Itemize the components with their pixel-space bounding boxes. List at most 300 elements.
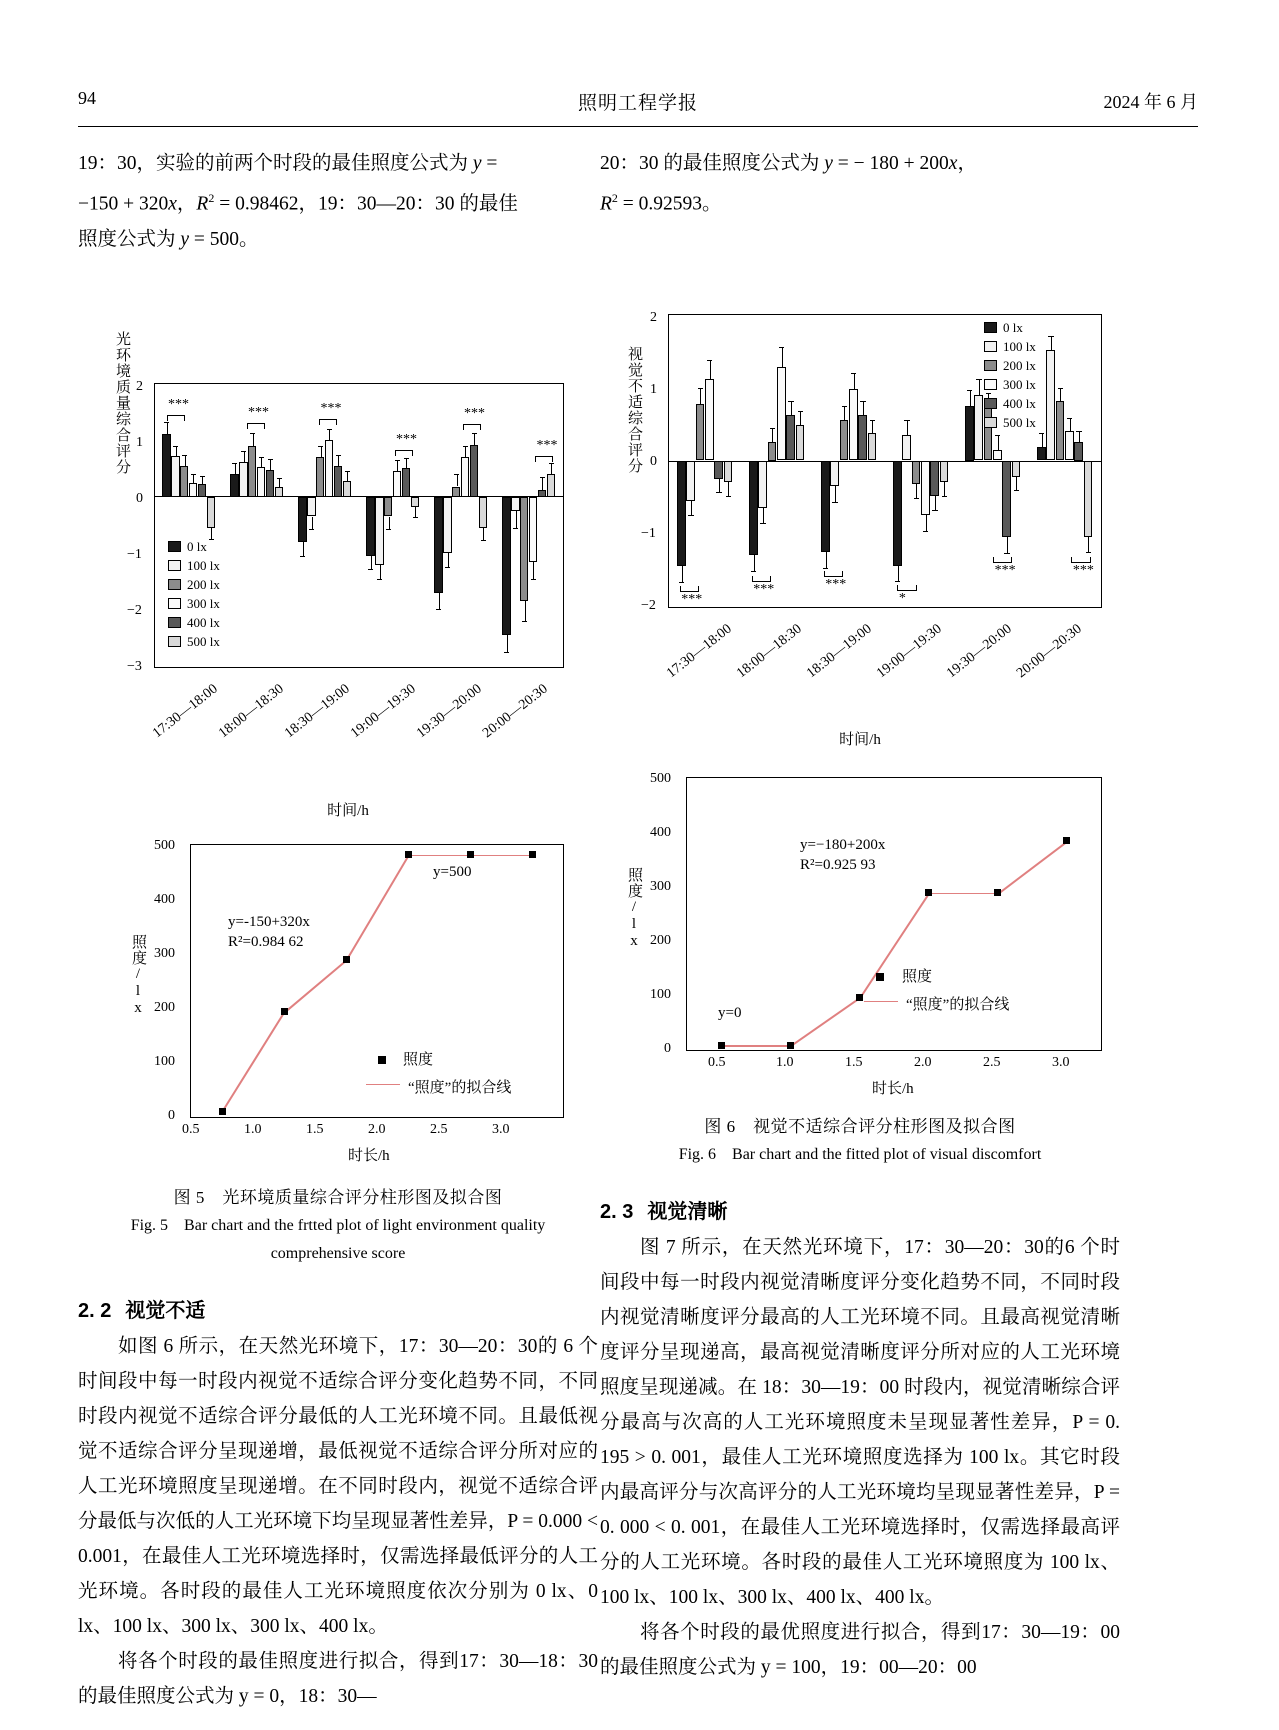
error-bar bbox=[235, 463, 236, 474]
fig6-caption bbox=[600, 1113, 1120, 1169]
fig6-eq1 bbox=[800, 835, 885, 875]
error-bar bbox=[380, 565, 381, 579]
fig5s-xtick: 3.0 bbox=[492, 1121, 510, 1137]
error-bar bbox=[533, 562, 534, 579]
error-bar bbox=[835, 486, 836, 502]
error-bar-cap bbox=[395, 460, 400, 461]
error-bar bbox=[448, 553, 449, 567]
fig6-xtick: 19:00—19:30 bbox=[874, 621, 945, 681]
error-bar-cap bbox=[413, 517, 418, 518]
fit-line-segment bbox=[722, 1045, 791, 1047]
error-bar bbox=[935, 496, 936, 511]
fig6-scatter-xlabel: 时长/h bbox=[872, 1080, 914, 1097]
error-bar bbox=[551, 463, 552, 474]
error-bar bbox=[1079, 431, 1080, 442]
error-bar-cap bbox=[923, 531, 928, 532]
error-bar bbox=[321, 446, 322, 457]
fig6-eq2: y=0 bbox=[718, 1004, 742, 1021]
error-bar bbox=[303, 542, 304, 556]
significance-bracket bbox=[319, 419, 337, 425]
error-bar-cap bbox=[914, 498, 919, 499]
significance-bracket bbox=[247, 423, 265, 429]
bar bbox=[868, 433, 877, 461]
fit-line-segment bbox=[221, 1012, 284, 1112]
error-bar-cap bbox=[200, 476, 205, 477]
page-header bbox=[78, 88, 1198, 122]
fig6-caption-cn: 图 6 视觉不适综合评分柱形图及拟合图 bbox=[704, 1116, 1016, 1136]
bar bbox=[411, 497, 419, 507]
fit-line-segment bbox=[997, 840, 1067, 893]
error-bar bbox=[844, 406, 845, 421]
bar bbox=[511, 497, 519, 511]
data-point bbox=[718, 1042, 725, 1049]
data-point bbox=[281, 1008, 288, 1015]
error-bar bbox=[312, 517, 313, 529]
error-bar-cap bbox=[259, 457, 264, 458]
error-bar-cap bbox=[549, 463, 554, 464]
error-bar bbox=[176, 446, 177, 456]
fig5-scatter-ylabel: 照度/lx bbox=[130, 933, 146, 1017]
error-bar-cap bbox=[688, 515, 693, 516]
bar bbox=[1074, 442, 1083, 460]
significance-marker: *** bbox=[463, 406, 485, 422]
bar bbox=[334, 466, 342, 497]
left-column bbox=[78, 146, 598, 1714]
error-bar-cap bbox=[1004, 553, 1009, 554]
bar bbox=[452, 487, 460, 497]
error-bar bbox=[1070, 418, 1071, 431]
error-bar bbox=[516, 511, 517, 528]
fig5s-ytick: 300 bbox=[154, 945, 175, 961]
error-bar-cap bbox=[832, 502, 837, 503]
error-bar bbox=[1016, 477, 1017, 490]
bar bbox=[749, 461, 758, 556]
error-bar-cap bbox=[860, 401, 865, 402]
error-bar bbox=[167, 422, 168, 434]
data-point bbox=[787, 1042, 794, 1049]
page-number: 94 bbox=[78, 88, 96, 108]
fig6-scatter-plot bbox=[686, 777, 1102, 1051]
header-divider bbox=[78, 126, 1198, 127]
fig6-bar-xlabel: 时间/h bbox=[839, 731, 881, 748]
error-bar-cap bbox=[751, 571, 756, 572]
error-bar-cap bbox=[268, 459, 273, 460]
error-bar-cap bbox=[842, 406, 847, 407]
fig5-legend-marker bbox=[378, 1056, 386, 1064]
bar bbox=[696, 404, 705, 461]
error-bar-cap bbox=[522, 621, 527, 622]
significance-marker: * bbox=[898, 590, 906, 606]
fig6s-xtick: 1.5 bbox=[845, 1054, 863, 1070]
fig5-eq2: y=500 bbox=[433, 863, 472, 880]
bar bbox=[724, 461, 733, 483]
legend-label: 300 lx bbox=[1003, 376, 1036, 392]
error-bar bbox=[465, 446, 466, 457]
bar bbox=[239, 462, 247, 497]
data-point bbox=[1063, 837, 1070, 844]
fig5-bar-xlabel: 时间/h bbox=[327, 802, 369, 819]
error-bar-cap bbox=[345, 471, 350, 472]
bar bbox=[547, 474, 555, 497]
error-bar-cap bbox=[173, 446, 178, 447]
error-bar-cap bbox=[504, 652, 509, 653]
error-bar-cap bbox=[404, 458, 409, 459]
fig6-scatter-ylabel: 照度/lx bbox=[626, 866, 642, 950]
error-bar bbox=[1088, 537, 1089, 552]
fig5-caption bbox=[78, 1184, 598, 1268]
fig6-bar-plot bbox=[668, 314, 1102, 608]
bar bbox=[940, 461, 949, 483]
error-bar-cap bbox=[779, 347, 784, 348]
error-bar bbox=[979, 379, 980, 395]
bar bbox=[393, 471, 401, 496]
right-para-3: 将各个时段的最优照度进行拟合，得到17：30—19：00 的最佳照度公式为 y = 100，19：00—20：00 bbox=[600, 1621, 1120, 1678]
bar bbox=[796, 425, 805, 460]
bar bbox=[1056, 401, 1065, 461]
fig6s-ytick: 200 bbox=[650, 932, 671, 948]
bar bbox=[912, 461, 921, 484]
error-bar bbox=[483, 528, 484, 540]
bar bbox=[520, 497, 528, 602]
error-bar bbox=[710, 360, 711, 378]
right-column bbox=[600, 146, 1120, 1685]
error-bar bbox=[439, 593, 440, 609]
fig6-ytick: −1 bbox=[641, 525, 656, 541]
fig5-legend-line bbox=[366, 1084, 400, 1086]
fit-line-segment bbox=[408, 855, 470, 857]
bar bbox=[777, 367, 786, 460]
section-2-2-number: 2. 2 bbox=[78, 1299, 112, 1322]
fig6-legend-marker bbox=[876, 973, 884, 981]
error-bar bbox=[371, 556, 372, 568]
left-para-1: 19：30，实验的前两个时段的最佳照度公式为 y = −150 + 320x，$R^2 = 0.98462$，19：30—20：30 的最佳 照度公式为 y = 500。 bbox=[78, 153, 518, 250]
bar bbox=[207, 497, 215, 528]
fig5-ytick: 0 bbox=[136, 490, 143, 506]
legend-label: 500 lx bbox=[1003, 414, 1036, 430]
error-bar bbox=[185, 455, 186, 465]
legend-label: 400 lx bbox=[187, 614, 220, 630]
error-bar bbox=[898, 566, 899, 581]
error-bar bbox=[782, 347, 783, 367]
bar bbox=[538, 490, 546, 497]
error-bar bbox=[202, 476, 203, 484]
bar bbox=[443, 497, 451, 554]
bar bbox=[529, 497, 537, 562]
fig6s-xtick: 3.0 bbox=[1052, 1054, 1070, 1070]
bar bbox=[198, 484, 206, 496]
bar bbox=[705, 379, 714, 461]
fig6-legend-point-label: 照度 bbox=[902, 968, 933, 985]
journal-title: 照明工程学报 bbox=[577, 93, 698, 114]
error-bar bbox=[329, 429, 330, 440]
legend-label: 200 lx bbox=[1003, 357, 1036, 373]
fig5-eq1-r2: R²=0.984 62 bbox=[228, 933, 304, 950]
error-bar-cap bbox=[540, 477, 545, 478]
error-bar-cap bbox=[300, 556, 305, 557]
fig5-legend-line-label: “照度”的拟合线 bbox=[408, 1079, 512, 1096]
error-bar bbox=[700, 388, 701, 404]
fig5-xtick: 19:00—19:30 bbox=[348, 681, 419, 741]
fig5-eq1-text: y=-150+320x bbox=[228, 913, 310, 930]
bar bbox=[343, 481, 351, 497]
bar bbox=[821, 461, 830, 552]
error-bar-cap bbox=[250, 433, 255, 434]
error-bar-cap bbox=[336, 455, 341, 456]
error-bar bbox=[244, 451, 245, 461]
bar bbox=[502, 497, 510, 636]
error-bar bbox=[907, 420, 908, 435]
fig6s-xtick: 1.0 bbox=[776, 1054, 794, 1070]
error-bar-cap bbox=[445, 567, 450, 568]
bar bbox=[171, 456, 179, 497]
fig5-ytick: −1 bbox=[127, 546, 142, 562]
fig5-xtick: 18:30—19:00 bbox=[282, 681, 353, 741]
bar bbox=[830, 461, 839, 487]
fig5-xtick: 17:30—18:00 bbox=[150, 681, 221, 741]
error-bar bbox=[854, 373, 855, 389]
bar bbox=[384, 497, 392, 517]
fig6-xtick: 17:30—18:00 bbox=[664, 621, 735, 681]
error-bar-cap bbox=[895, 581, 900, 582]
legend-label: 100 lx bbox=[1003, 338, 1036, 354]
error-bar bbox=[1051, 336, 1052, 349]
fig5-ytick: −2 bbox=[127, 602, 142, 618]
section-2-3-heading bbox=[600, 1195, 1120, 1224]
bar bbox=[257, 467, 265, 496]
bar bbox=[470, 445, 478, 497]
error-bar bbox=[347, 471, 348, 481]
error-bar bbox=[754, 555, 755, 571]
significance-marker: *** bbox=[1072, 562, 1094, 578]
significance-marker: *** bbox=[994, 562, 1016, 578]
legend-label: 0 lx bbox=[187, 538, 207, 554]
error-bar bbox=[542, 477, 543, 489]
error-bar bbox=[1060, 388, 1061, 401]
error-bar-cap bbox=[967, 390, 972, 391]
error-bar-cap bbox=[377, 579, 382, 580]
error-bar-cap bbox=[942, 496, 947, 497]
left-para-2: 如图 6 所示，在天然光环境下，17：30—20：30的 6 个时间段中每一时段内视觉不适综合评分变化趋势不同，不同时段内视觉不适综合评分最低的人工光环境不同。且最低视觉不适综合评分呈现递增，最低视觉不适综合评分所对应的人工光环境照度呈现递增。在不同时段内，视觉不适综合评分最低与次低的人工光环境下均呈现显著性差异，P = 0.000 < 0.001，在最佳人工光环境选择时，仅需选择最低评分的人工光环境。各时段的最佳人工光环境照度依次分别为 0 lx、0 lx、100 lx、300 lx、300 lx、400 lx。 bbox=[78, 1335, 598, 1637]
fig6-xtick: 18:30—19:00 bbox=[804, 621, 875, 681]
fig5s-xtick: 2.5 bbox=[430, 1121, 448, 1137]
fit-line-segment bbox=[929, 893, 998, 895]
error-bar-cap bbox=[798, 411, 803, 412]
error-bar-cap bbox=[823, 568, 828, 569]
bar bbox=[230, 474, 238, 497]
error-bar-cap bbox=[318, 446, 323, 447]
bar bbox=[849, 389, 858, 461]
fig6s-ytick: 500 bbox=[650, 770, 671, 786]
bar bbox=[325, 440, 333, 497]
bar bbox=[714, 461, 723, 479]
bar bbox=[307, 497, 315, 517]
data-point bbox=[994, 889, 1001, 896]
error-bar-cap bbox=[760, 523, 765, 524]
fig6-scatter-chart bbox=[600, 767, 1120, 1097]
bar bbox=[366, 497, 374, 556]
legend-label: 100 lx bbox=[187, 557, 220, 573]
error-bar-cap bbox=[164, 422, 169, 423]
significance-bracket bbox=[535, 456, 553, 462]
bar bbox=[1084, 461, 1093, 538]
significance-marker: *** bbox=[536, 437, 558, 453]
section-2-3-title: 视觉清晰 bbox=[647, 1200, 728, 1223]
error-bar-cap bbox=[1058, 388, 1063, 389]
fig5s-ytick: 500 bbox=[154, 837, 175, 853]
significance-marker: *** bbox=[168, 396, 190, 412]
fig5-caption-cn: 图 5 光环境质量综合评分柱形图及拟合图 bbox=[173, 1187, 503, 1207]
issue-date: 2024 年 6 月 bbox=[1103, 92, 1198, 112]
error-bar bbox=[719, 479, 720, 492]
data-point bbox=[405, 851, 412, 858]
error-bar bbox=[507, 635, 508, 652]
fig6-legend bbox=[984, 320, 1036, 434]
bar bbox=[768, 442, 777, 460]
bar bbox=[686, 461, 695, 501]
fig6-caption-en: Fig. 6 Bar chart and the fitted plot of visual discomfort bbox=[678, 1145, 1042, 1163]
error-bar-cap bbox=[1067, 418, 1072, 419]
fig6-ytick: 2 bbox=[650, 309, 657, 325]
error-bar-cap bbox=[463, 446, 468, 447]
fig6s-xtick: 2.0 bbox=[914, 1054, 932, 1070]
error-bar bbox=[457, 474, 458, 486]
bar bbox=[402, 468, 410, 496]
fig5-caption-en2: comprehensive score bbox=[270, 1244, 406, 1262]
error-bar bbox=[415, 507, 416, 517]
error-bar bbox=[970, 390, 971, 406]
fit-line-segment bbox=[790, 997, 860, 1046]
fig5-caption-en1: Fig. 5 Bar chart and the frtted plot of light environment quality bbox=[130, 1216, 546, 1234]
error-bar-cap bbox=[386, 529, 391, 530]
error-bar bbox=[863, 401, 864, 416]
fig6-xtick: 19:30—20:00 bbox=[944, 621, 1015, 681]
error-bar bbox=[338, 455, 339, 465]
error-bar bbox=[193, 474, 194, 482]
fig5-scatter-xlabel: 时长/h bbox=[348, 1147, 390, 1164]
error-bar-cap bbox=[232, 463, 237, 464]
legend-label: 300 lx bbox=[187, 595, 220, 611]
fig5s-ytick: 400 bbox=[154, 891, 175, 907]
fig5s-xtick: 1.0 bbox=[244, 1121, 262, 1137]
error-bar bbox=[1007, 537, 1008, 553]
error-bar-cap bbox=[1039, 433, 1044, 434]
left-para-3: 将各个时段的最佳照度进行拟合，得到17：30—18：30 的最佳照度公式为 y = 0，18：30— bbox=[78, 1650, 598, 1707]
bar bbox=[858, 415, 867, 460]
error-bar bbox=[772, 428, 773, 443]
error-bar bbox=[728, 482, 729, 495]
bar bbox=[965, 406, 974, 461]
fit-line-segment bbox=[345, 855, 408, 960]
bar bbox=[893, 461, 902, 567]
error-bar-cap bbox=[481, 540, 486, 541]
fig6s-ytick: 400 bbox=[650, 824, 671, 840]
section-2-2-title: 视觉不适 bbox=[125, 1299, 206, 1322]
error-bar-cap bbox=[513, 528, 518, 529]
significance-bracket bbox=[463, 424, 481, 430]
error-bar-cap bbox=[454, 474, 459, 475]
fig5-ytick: −3 bbox=[127, 658, 142, 674]
error-bar-cap bbox=[976, 379, 981, 380]
data-point bbox=[343, 956, 350, 963]
fig6s-ytick: 300 bbox=[650, 878, 671, 894]
error-bar-cap bbox=[191, 474, 196, 475]
bar bbox=[786, 415, 795, 460]
error-bar-cap bbox=[698, 388, 703, 389]
significance-marker: *** bbox=[753, 581, 775, 597]
significance-bracket bbox=[167, 415, 185, 421]
bar bbox=[248, 446, 256, 497]
error-bar bbox=[826, 552, 827, 568]
fig5s-xtick: 2.0 bbox=[368, 1121, 386, 1137]
fig5s-ytick: 200 bbox=[154, 999, 175, 1015]
bar bbox=[461, 457, 469, 497]
fig5-xtick: 18:00—18:30 bbox=[216, 681, 287, 741]
data-point bbox=[925, 889, 932, 896]
bar bbox=[316, 457, 324, 497]
error-bar-cap bbox=[870, 420, 875, 421]
fig5-ytick: 1 bbox=[136, 434, 143, 450]
fig6-legend-line bbox=[864, 1001, 898, 1003]
data-point bbox=[529, 851, 536, 858]
legend-label: 0 lx bbox=[1003, 319, 1023, 335]
fig6-ytick: 1 bbox=[650, 381, 657, 397]
error-bar-cap bbox=[1048, 336, 1053, 337]
bar bbox=[974, 395, 983, 461]
bar bbox=[758, 461, 767, 508]
error-bar bbox=[279, 478, 280, 486]
error-bar-cap bbox=[472, 433, 477, 434]
data-point bbox=[219, 1108, 226, 1115]
bar bbox=[1012, 461, 1021, 477]
data-point bbox=[467, 851, 474, 858]
fig6s-xtick: 0.5 bbox=[708, 1054, 726, 1070]
significance-bracket bbox=[395, 450, 413, 456]
fig5-scatter-chart bbox=[78, 834, 598, 1164]
significance-marker: *** bbox=[248, 405, 270, 421]
fig6-xtick: 18:00—18:30 bbox=[734, 621, 805, 681]
error-bar-cap bbox=[241, 451, 246, 452]
bar bbox=[266, 470, 274, 497]
fig6-eq1-text: y=−180+200x bbox=[800, 836, 886, 853]
fig5-legend bbox=[168, 539, 220, 653]
bar bbox=[375, 497, 383, 565]
error-bar bbox=[261, 457, 262, 467]
bar bbox=[434, 497, 442, 593]
bar bbox=[993, 450, 1002, 461]
error-bar-cap bbox=[716, 492, 721, 493]
fig6-ytick: 0 bbox=[650, 453, 657, 469]
fig5s-xtick: 0.5 bbox=[182, 1121, 200, 1137]
bar bbox=[1046, 350, 1055, 461]
error-bar bbox=[916, 484, 917, 499]
fig6s-ytick: 100 bbox=[650, 986, 671, 1002]
error-bar bbox=[998, 435, 999, 450]
error-bar-cap bbox=[531, 579, 536, 580]
fig5s-ytick: 100 bbox=[154, 1053, 175, 1069]
error-bar-cap bbox=[726, 496, 731, 497]
bar bbox=[180, 466, 188, 497]
fig5-bar-chart bbox=[78, 271, 598, 741]
fig5s-ytick: 0 bbox=[168, 1107, 175, 1123]
fig6s-xtick: 2.5 bbox=[983, 1054, 1001, 1070]
bar bbox=[479, 497, 487, 528]
error-bar bbox=[944, 482, 945, 495]
error-bar-cap bbox=[1076, 431, 1081, 432]
bar bbox=[189, 483, 197, 497]
fig6-ytick: −2 bbox=[641, 597, 656, 613]
error-bar-cap bbox=[309, 529, 314, 530]
fig6-legend-line-label: “照度”的拟合线 bbox=[906, 996, 1010, 1013]
